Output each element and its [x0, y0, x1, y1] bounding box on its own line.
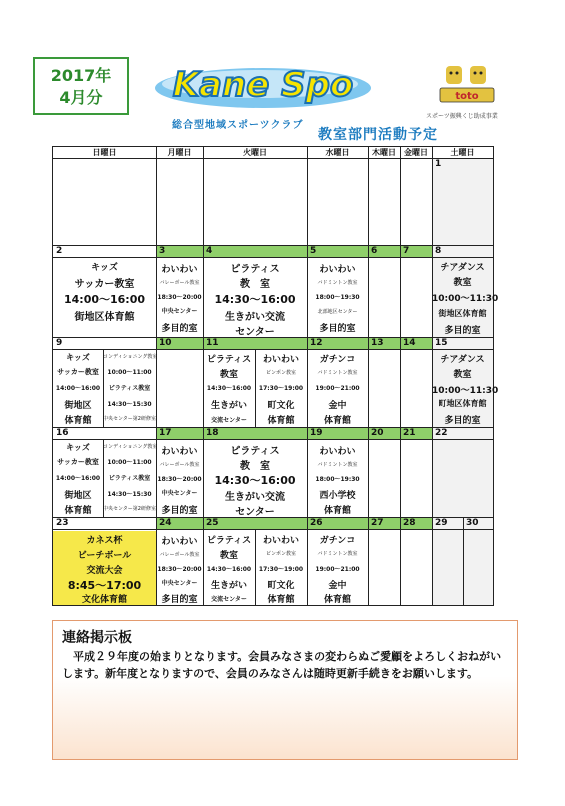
event-title: ガチンコ [319, 536, 356, 546]
event-class: ピンポン教室 [265, 370, 296, 376]
event-place: 中央センター [161, 490, 198, 497]
event-place: 生きがい交流 [225, 492, 285, 503]
event-time: 17:30～19:00 [258, 385, 304, 392]
day-number: 30 [466, 518, 479, 528]
day-number: 1 [435, 159, 442, 169]
event-title: わいわい [161, 265, 198, 275]
event-class: サッカー教室 [57, 458, 99, 466]
event-title: わいわい [161, 537, 198, 547]
event-time: 19:00～21:00 [315, 566, 360, 573]
event-time: 8:45～17:00 [67, 579, 142, 592]
event-class: サッカー教室 [57, 368, 99, 376]
day-number: 6 [368, 245, 400, 257]
event-room: 多目的室 [444, 326, 481, 336]
event-place: 体育館 [323, 416, 351, 426]
day-number: 2 [56, 246, 63, 256]
month-label: 4月分 [59, 88, 103, 107]
day-number: 9 [56, 338, 63, 348]
weekday-sun: 日曜日 [92, 148, 117, 157]
event-class: バドミントン教室 [317, 462, 358, 468]
event-class: 教室 [453, 370, 472, 380]
weekday-sat: 土曜日 [450, 148, 475, 157]
event-time: 10:00～11:00 [107, 369, 152, 376]
weekday-wed: 水曜日 [325, 148, 350, 157]
event-class: 教 室 [240, 279, 270, 290]
event-place: 文化体育館 [81, 595, 127, 605]
event-class: ピンポン教室 [265, 551, 296, 557]
event-place: 体育館 [64, 416, 92, 426]
event-place: 交流センター [211, 417, 247, 424]
event-place: 中央センター第2研修室 [103, 506, 156, 512]
day-number: 10 [156, 337, 203, 349]
event-class: ビーチボール [77, 551, 132, 561]
event-class: サッカー教室 [74, 279, 135, 290]
day-number: 21 [400, 427, 432, 439]
event-class: 交流大会 [86, 566, 123, 576]
event-place: 町文化 [267, 401, 295, 411]
event-title: わいわい [319, 265, 356, 275]
event-class: バレーボール教室 [159, 552, 200, 558]
event-place: 体育館 [267, 416, 295, 426]
event-class: バドミントン教室 [317, 370, 358, 376]
event-class: バドミントン教室 [317, 280, 358, 286]
weekday-fri: 金曜日 [404, 148, 428, 157]
weekday-tue: 火曜日 [243, 148, 267, 157]
day-number: 3 [156, 245, 203, 257]
event-time: 18:30～20:00 [157, 476, 202, 483]
event-room: 多目的室 [161, 324, 198, 334]
toto-caption: スポーツ振興くじ助成事業 [426, 113, 498, 120]
event-place: 生きがい [210, 401, 247, 411]
event-place: 生きがい [210, 581, 247, 591]
event-place: 街地区 [64, 401, 92, 411]
day-number: 13 [368, 337, 400, 349]
event-place: 金中 [328, 401, 347, 411]
event-place: 生きがい交流 [225, 312, 285, 323]
event-time: 14:00～16:00 [55, 385, 101, 392]
event-place: 中央センター第2研修室 [103, 416, 156, 422]
event-place: 交流センター [211, 596, 247, 603]
event-place: 体育館 [323, 595, 351, 605]
event-room: センター [235, 327, 275, 338]
day-number: 4 [203, 245, 307, 257]
weekday-thu: 木曜日 [372, 148, 396, 157]
day-number: 27 [368, 517, 400, 529]
event-time: 14:00～16:00 [55, 475, 101, 482]
logo-text: Kane Spo [172, 65, 354, 105]
event-time: 14:30～16:00 [206, 385, 252, 392]
notice-title: 連絡掲示板 [62, 630, 132, 646]
event-place: 北部地区センター [317, 309, 358, 315]
day-number: 7 [400, 245, 432, 257]
event-class: 教室 [219, 370, 238, 380]
event-place: 金中 [328, 581, 347, 591]
event-class: ピラティス教室 [108, 475, 151, 482]
month-box [33, 57, 129, 115]
day-number: 19 [307, 427, 368, 439]
event-title: キッズ [91, 263, 118, 273]
event-time: 14:30～15:30 [107, 401, 152, 408]
day-number: 28 [400, 517, 432, 529]
event-place: 街地区 [64, 491, 92, 501]
day-number: 5 [307, 245, 368, 257]
event-time: 14:30～16:00 [214, 474, 296, 487]
toto-mascot-logo [436, 62, 498, 108]
event-time: 18:30～20:00 [157, 294, 202, 301]
day-number: 16 [56, 428, 69, 438]
event-time: 18:00～19:30 [315, 476, 360, 483]
event-place: 街地区体育館 [438, 309, 487, 318]
day-number: 11 [203, 337, 307, 349]
event-title: わいわい [319, 447, 356, 457]
event-time: 14:00～16:00 [63, 293, 146, 306]
event-time: 14:30～16:00 [206, 566, 252, 573]
event-title: わいわい [262, 536, 299, 546]
day-number: 20 [368, 427, 400, 439]
day-number: 17 [156, 427, 203, 439]
event-place: 町地区体育館 [438, 399, 487, 408]
event-title: わいわい [262, 355, 299, 365]
event-place: 町文化 [267, 581, 295, 591]
event-time: 19:00～21:00 [315, 385, 360, 392]
toto-text: toto [455, 91, 479, 102]
day-number: 29 [435, 518, 448, 528]
weekday-mon: 月曜日 [167, 148, 192, 157]
event-place: 中央センター [161, 308, 198, 315]
event-title: ピラティス [206, 355, 252, 365]
event-class: ピラティス教室 [108, 385, 151, 392]
event-title: わいわい [161, 447, 198, 457]
day-number: 23 [56, 518, 69, 528]
event-title: ピラティス [206, 536, 252, 546]
year-label: 2017年 [50, 66, 112, 85]
logo-subtitle: 総合型地域スポーツクラブ [172, 120, 304, 131]
event-class: バドミントン教室 [317, 551, 358, 557]
event-title: ガチンコ [319, 355, 356, 365]
event-place: 街地区体育館 [74, 312, 135, 323]
day-number: 15 [435, 338, 448, 348]
event-place: 体育館 [267, 595, 295, 605]
event-room: 体育館 [323, 506, 351, 516]
day-number: 24 [156, 517, 203, 529]
event-time: 18:00～19:30 [315, 294, 360, 301]
event-time: 10:00～11:30 [432, 386, 499, 396]
event-class: 教 室 [240, 461, 270, 472]
day-number: 25 [203, 517, 307, 529]
event-title: カネス杯 [86, 536, 123, 546]
calendar [52, 146, 499, 606]
event-place: 中央センター [161, 580, 198, 587]
event-time: 10:00～11:30 [432, 294, 499, 304]
event-time: 14:30～16:00 [214, 293, 296, 306]
event-time: 18:30～20:00 [157, 566, 202, 573]
day-number: 12 [307, 337, 368, 349]
page-title: 教室部門活動予定 [318, 127, 438, 143]
event-room: 多目的室 [161, 506, 198, 516]
event-room: 多目的室 [444, 416, 481, 426]
day-number: 22 [435, 428, 448, 438]
event-title: チアダンス [440, 263, 485, 273]
day-number: 26 [307, 517, 368, 529]
event-title: ピラティス [230, 446, 280, 457]
event-title: キッズ [66, 443, 90, 452]
event-place: 体育館 [64, 506, 92, 516]
event-room: センター [235, 507, 275, 518]
event-time: 17:30～19:00 [258, 566, 304, 573]
kanespo-logo [148, 58, 378, 114]
event-room: 多目的室 [161, 595, 198, 605]
event-class: バレーボール教室 [159, 462, 200, 468]
event-time: 14:30～15:30 [107, 491, 152, 498]
event-title: ピラティス [230, 264, 280, 275]
notice-text: 平成２９年度の始まりとなります。会員みなさまの変わらぬご愛顧をよろしくおねがいします。新年度となりますので、会員のみなさんは随時更新手続きをお願いします。 [62, 650, 502, 680]
event-class: コンディショニング教室 [103, 354, 158, 360]
event-room: 多目的室 [319, 324, 356, 334]
event-place: 西小学校 [319, 491, 356, 501]
event-title: チアダンス [440, 355, 485, 365]
event-class: 教室 [219, 551, 238, 561]
event-class: バレーボール教室 [159, 280, 200, 286]
event-time: 10:00～11:00 [107, 459, 152, 466]
event-class: 教室 [453, 278, 472, 288]
day-number: 8 [435, 246, 442, 256]
event-class: コンディショニング教室 [103, 444, 158, 450]
day-number: 18 [203, 427, 307, 439]
day-number: 14 [400, 337, 432, 349]
event-title: キッズ [66, 353, 90, 362]
